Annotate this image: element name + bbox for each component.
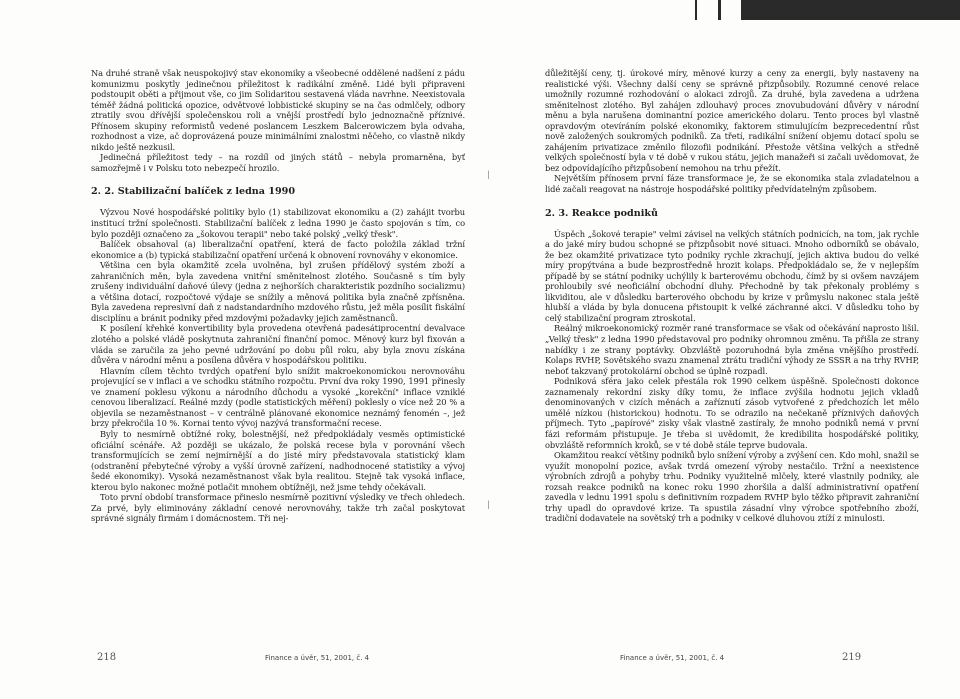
- paragraph: Na druhé straně však neuspokojivý stav ekonomiky a všeobecné oddělené nadšení z pádu komunizmu poskytly jedinečnou příležitost k radikální změně. Lidé byli připraveni podstoupit oběti a přijmout vše, co jim Solidaritou sestavená vláda navrhne. Neexistovala téměř žádná politická opozice, odvětvové lobbistické skupiny se na čas odmlčely, odbory ztratily svou dřívější společenskou roli a vnější prostředí bylo jednoznačně příznivé. Přínosem skupiny reformistů vedené poslancem Leszkem Balcerowiczem byla odvaha, rozhodnost a vize, ač doprovázená pouze minimálními znalostmi něčeho, co vlastně nikdy nikdo ještě nezkusil.: [91, 68, 465, 152]
- scan-edge-mark: [718, 0, 721, 20]
- paragraph: Jedinečná příležitost tedy – na rozdíl od jiných států – nebyla promarněna, byť samozřejmě i v Polsku toto nebezpečí hrozilo.: [91, 152, 465, 173]
- section-heading: 2. 2. Stabilizační balíček z ledna 1990: [91, 186, 296, 198]
- section-heading: 2. 3. Reakce podniků: [545, 207, 658, 219]
- paragraph: Většina cen byla okamžitě zcela uvolněna, byl zrušen přídělový systém zboží a zahraničních měn, byla zavedena vnitřní směnitelnost zlotého. Současně s tím byly zrušeny individuální daňové úlevy (jedna z nejhorších charakteristik pozdního socializmu) a většina dotací, rozpočtové výdaje se snížily a měnová politika byla značně zpřísněna. Byla zavedena represivní daň z nadstandardního mzdového růstu, jež měla posílit fiskální disciplínu a bránit podniky před mzdovými požadavky jejich zaměstnanců.: [91, 260, 465, 323]
- page-number-right: 219: [842, 652, 862, 663]
- running-footer-left: Finance a úvěr, 51, 2001, č. 4: [265, 654, 370, 662]
- paragraph: Okamžitou reakcí většiny podniků bylo snížení výroby a zvýšení cen. Kdo mohl, snažil se využít monopolní pozice, avšak tvrdá omezení výroby nestačilo. Tržní a neexistence výrobních zdrojů a pohyby trhu. Podniky využitelně mlčely, které vlastnily podniky, ale rozsah reakce podniků na konec roku 1990 zhoršila a další administrativní opatření zavedla v lednu 1991 spolu s definitivním rozpadem RVHP bylo těžko připravit zahraniční trhy upadl do opravdové krize. Ta spustila zásadní vlny výrobce spotřebního zboží, tradiční dodavatele na sovětský trh a podniky v celkové dluhovou ztíží z minulosti.: [545, 450, 919, 524]
- paragraph: Podniková sféra jako celek přestála rok 1990 celkem úspěšně. Společnosti dokonce zaznamenaly rekordní zisky díky tomu, že inflace zvýšila hodnotu jejich vkladů denominovaných v cizích měnách a zaříznutí zásob vytvořené z předchozích let mělo umělé nízkou (historickou) hodnotu. To se odrazilo na nečekaně příznivých daňových příjmech. Tyto „papírové" zisky však vlastně zastíraly, že mnoho podniků nemá v první fázi reformám přistupuje. Je třeba si uvědomit, že kredibilita hospodářské politiky, obvzláště reformních kroků, se v té době stále teprve budovala.: [545, 376, 919, 450]
- page-number-left: 218: [97, 652, 117, 663]
- paragraph: Úspěch „šokové terapie" velmi závisel na velkých státních podnicích, na tom, jak rychle a do jaké míry budou schopné se přizpůsobit nové situaci. Mnoho odborníků se obávalo, že bez okamžité privatizace tyto podniky rychle zkrachují, jejich aktiva budou do velké míry propýtvána a bude bezprostředně hrozit kolaps. Předpokládalo se, že v nejlepším případě by se státní podniky uchýlily k barterovému obchodu, čímž by si ovšem navzájem prohloubily své neoficiální obchodní dluhy. Přechodně by tak překonaly problémy s likviditou, ale v důsledku barterového obchodu by krize v průmyslu nakonec stala ještě hlubší a vláda by byla donucena přistoupit k velké záchranné akci. V důsledku toho by celý stabilizační program ztroskotal.: [545, 228, 919, 323]
- paragraph: K posílení křehké konvertibility byla provedena otevřená padesátiprocentní devalvace zlotého a polské vládě poskytnuta zahraniční finanční pomoc. Měnový kurz byl fixován a vláda se zaručila za jeho pevné udržování po dobu půl roku, aby byla znovu získána důvěra v národní měnu a posílena důvěra v hospodářskou politiku.: [91, 323, 465, 366]
- paragraph: Výzvou Nové hospodářské politiky bylo (1) stabilizovat ekonomiku a (2) zahájit tvorbu institucí tržní společnosti. Stabilizační balíček z ledna 1990 je často spojován s tím, co bylo později označeno za „šokovou terapii" nebo také polský „velký třesk".: [91, 207, 465, 239]
- scan-edge-mark: [695, 0, 697, 20]
- paragraph: Byly to nesmírně obtížné roky, bolestnější, než předpokládaly vesměs optimistické oficiální scénáře. Až později se ukázalo, že polská recese byla v porovnání všech transformujících se zemí nejmírnější a do jisté míry představovala statistický klam (odstranění přebytečné výroby a vyšší úrovně zařízení, nadhodnocené statistiky a vývoj šedé ekonomiky). Vysoká nezaměstnanost však byla realitou. Stejně tak vysoká inflace, kterou bylo nakonec možné potlačit mnohem obtížněji, než jsme tehdy očekávali.: [91, 428, 465, 492]
- left-page-column: [91, 68, 465, 524]
- scan-gutter-mark: |: [487, 500, 490, 509]
- paragraph: Toto první období transformace přineslo nesmírně pozitivní výsledky ve třech ohledech. Za prvé, byly eliminovány základní cenové nerovnováhy, takže trh začal poskytovat správné signály firmám i domácnostem. Tři nej-: [91, 492, 465, 524]
- right-page-column: [545, 68, 919, 524]
- scan-edge-bar: [741, 0, 960, 20]
- paragraph: Hlavním cílem těchto tvrdých opatření bylo snížit makroekonomickou nerovnováhu projevující se v inflaci a ve schodku státního rozpočtu. První dva roky 1990, 1991 přinesly ve znamení poklesu výkonu a národního důchodu a vysoké „korekční" inflace vzniklé cenovou liberalizací. Reálné mzdy (podle statistických měření) poklesly o více než 20 % a objevila se nezaměstnanost – v centrálně plánované ekonomice neznámý fenomén –, jež brzy překročila 10 %. Kornai tento vývoj nazývá transformační recese.: [91, 365, 465, 429]
- paragraph: důležitější ceny, tj. úrokové míry, měnové kurzy a ceny za energii, byly nastaveny na realistické výši. Všechny další ceny se správně přizpůsobily. Rozumné cenové relace umožnily rozumné rozhodování o alokaci zdrojů. Za druhé, byla zavedena a udržena směnitelnost zlotého. Byl zahájen zdlouhavý proces znovubudování důvěry v národní měnu a byla narušena dominantní pozice amerického dolaru. Tento proces byl vlastně opravdovým otevíráním polské ekonomiky, faktorem stimulujícím bezprecedentní růst nově založených soukromých podniků. Za třetí, radikální snížení objemu dotací spolu se zahájením privatizace změnilo filozofii podnikání. Přestože většina velkých a středně velkých společností byla v té době v rukou státu, jejich manažeři si začali uvědomovat, že bez odpovídajícího přizpůsobení nemohou na trhu přežít.: [545, 68, 919, 173]
- paragraph: Reálný mikroekonomický rozměr rané transformace se však od očekávání naprosto lišil. „Velký třesk" z ledna 1990 představoval pro podniky ohromnou změnu. Ta přišla ze strany nabídky i ze strany poptávky. Obzvláště pozoruhodná byla změna vnějšího prostředí. Kolaps RVHP, Sovětského svazu znamenal ztrátu tradiční výhody ze SSSR a na trhy RVHP, neboť takzvaný protokolární obchod se úplně rozpadl.: [545, 323, 919, 376]
- running-footer-right: Finance a úvěr, 51, 2001, č. 4: [620, 654, 725, 662]
- paragraph: Balíček obsahoval (a) liberalizační opatření, která de facto položila základ tržní ekonomice a (b) typická stabilizační opatření určená k obnovení rovnováhy v ekonomice.: [91, 239, 465, 260]
- top-scan-bar: [0, 0, 960, 22]
- scan-gutter-mark: |: [487, 170, 490, 179]
- paragraph: Největším přínosem první fáze transformace je, že se ekonomika stala zvladatelnou a lidé začali reagovat na nástroje hospodářské politiky předvídatelným způsobem.: [545, 173, 919, 195]
